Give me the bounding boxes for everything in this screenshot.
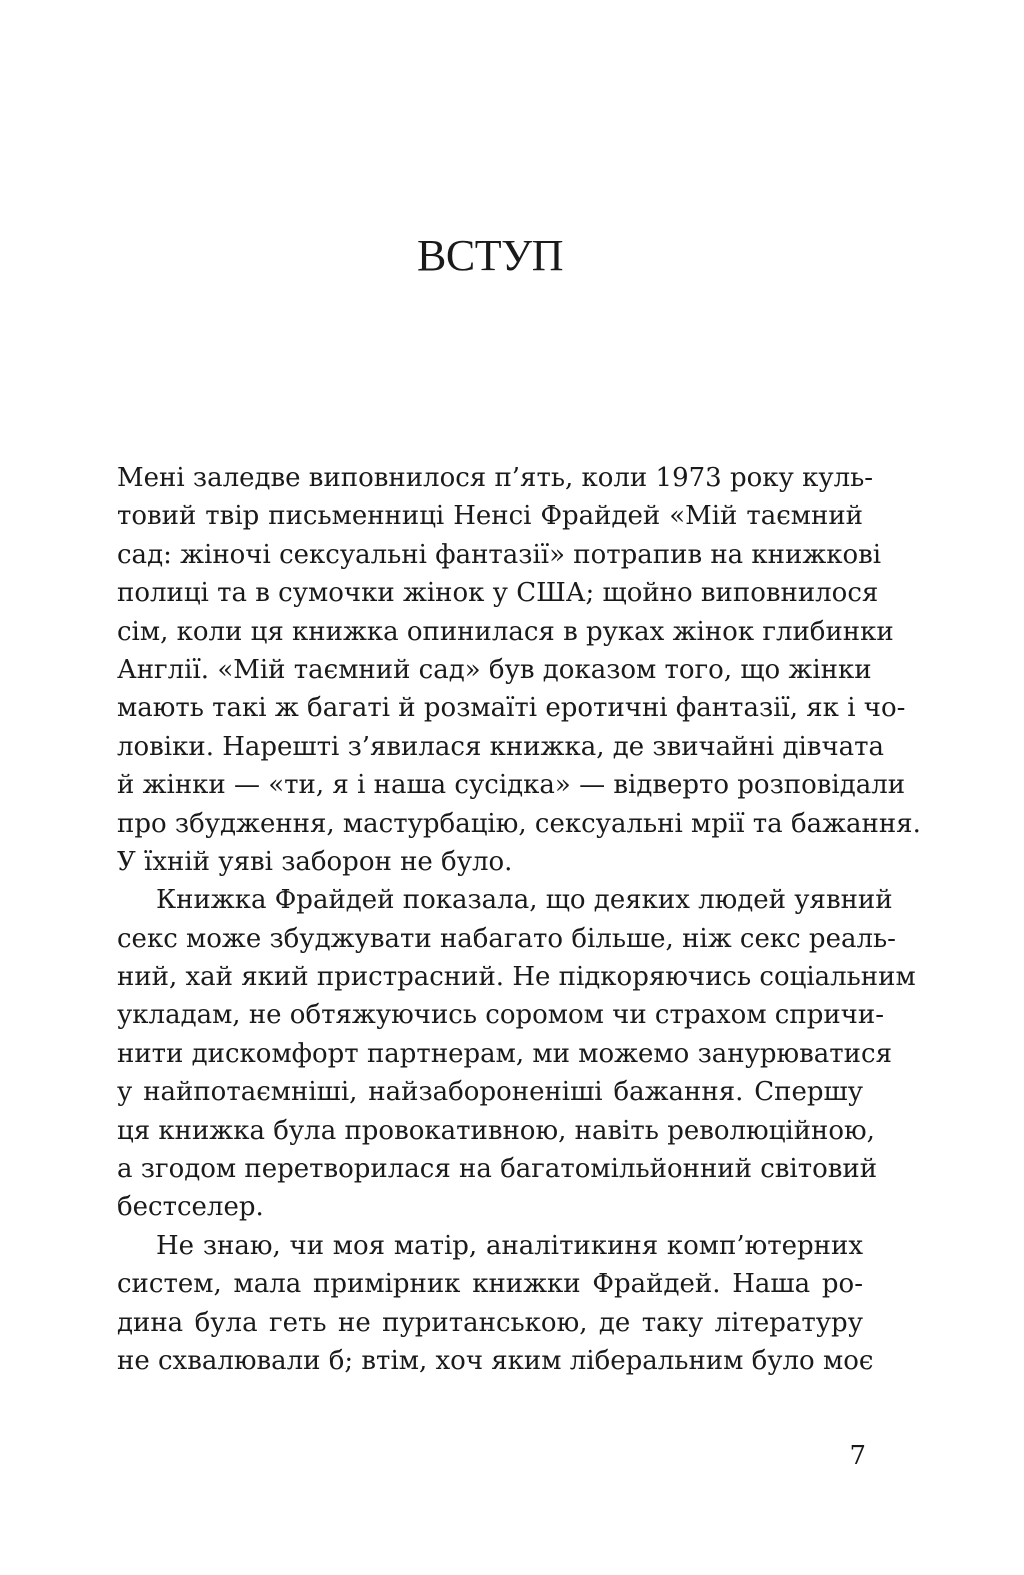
text-line: сад: жіночі сексуальні фантазії» потрапив на книжкові — [117, 539, 882, 570]
text-line: а згодом перетворилася на багатомільйонний світовий — [117, 1154, 878, 1185]
body-text — [117, 459, 921, 1380]
text-line: систем, мала примірник книжки Фрайдей. Наша ро- — [117, 1269, 863, 1300]
text-line: бестселер. — [117, 1192, 264, 1223]
text-line: нити дискомфорт партнерам, ми можемо занурюватися — [117, 1038, 892, 1069]
text-line: ця книжка була провокативною, навіть революційною, — [117, 1115, 875, 1146]
text-line: секс може збуджувати набагато більше, ніж секс реаль- — [117, 923, 896, 954]
text-line: Англії. «Мій таємний сад» був доказом того, що жінки — [117, 654, 872, 685]
text-line: ловіки. Нарешті з’явилася книжка, де звичайні дівчата — [117, 731, 885, 762]
text-line: ний, хай який пристрасний. Не підкоряючись соціальним — [117, 962, 916, 993]
text-line: мають такі ж багаті й розмаїті еротичні фантазії, як і чо- — [117, 693, 906, 724]
text-line: У їхній уяві заборон не було. — [117, 846, 513, 877]
text-line: укладам, не обтяжуючись соромом чи страхом спричи- — [117, 1000, 884, 1031]
text-line: Мені заледве виповнилося п’ять, коли 1973 року куль- — [117, 463, 874, 493]
text-line: Книжка Фрайдей показала, що деяких людей уявний — [156, 885, 893, 916]
text-line: не схвалювали б; втім, хоч яким ліберальним було моє — [117, 1345, 874, 1376]
text-line: про збудження, мастурбацію, сексуальні мрії та бажання. — [117, 808, 921, 839]
chapter-title: ВСТУП — [417, 231, 563, 280]
text-line: у найпотаємніші, найзабороненіші бажання. Спершу — [117, 1077, 863, 1108]
text-line: полиці та в сумочки жінок у США; щойно виповнилося — [117, 578, 879, 609]
text-line: товий твір письменниці Ненсі Фрайдей «Мій таємний — [117, 501, 863, 532]
text-line: дина була геть не пуританською, де таку літературу — [117, 1307, 863, 1338]
text-line: й жінки — «ти, я і наша сусідка» — відверто розповідали — [117, 770, 906, 801]
text-line: сім, коли ця книжка опинилася в руках жінок глибинки — [117, 616, 894, 647]
page-number: 7 — [849, 1441, 866, 1471]
text-line: Не знаю, чи моя матір, аналітикиня комп’ютерних — [156, 1230, 863, 1261]
